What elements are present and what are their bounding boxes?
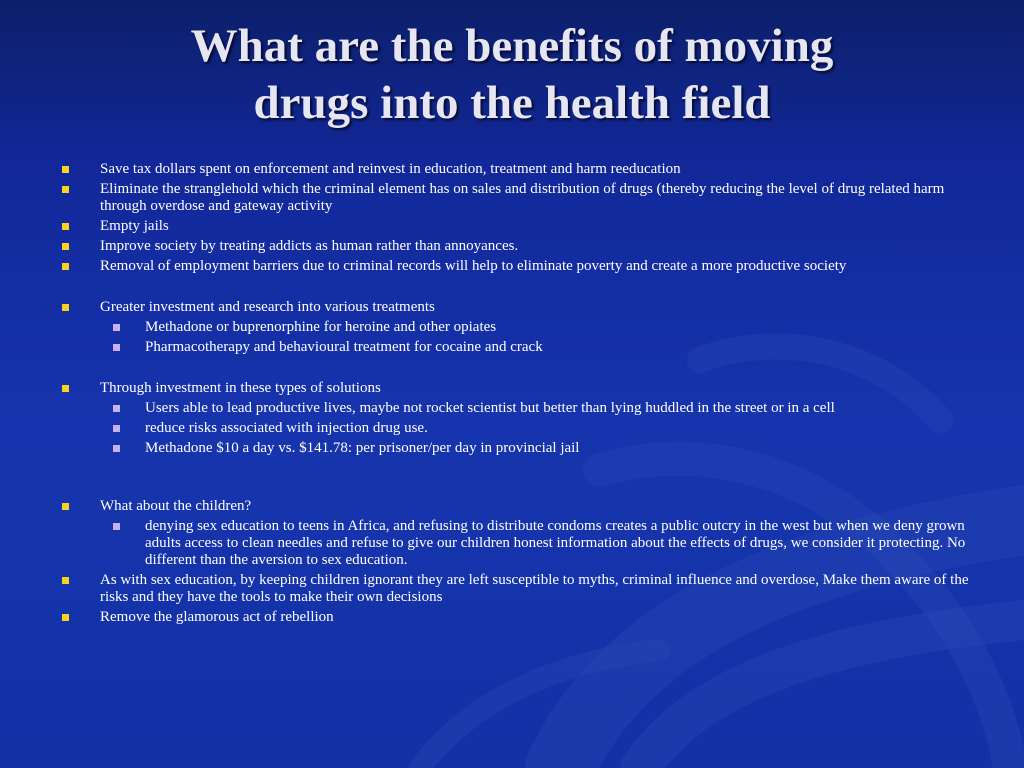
bullet-text: What about the children? <box>100 498 252 514</box>
bullet-text: Save tax dollars spent on enforcement and reinvest in education, treatment and harm reeducation <box>100 161 681 177</box>
sub-bullet-item <box>0 518 970 569</box>
bullet-item <box>0 181 970 215</box>
square-bullet-icon <box>62 243 69 250</box>
square-bullet-icon <box>62 503 69 510</box>
sub-bullet-text: Methadone or buprenorphine for heroine and other opiates <box>145 319 497 335</box>
bullet-item <box>0 218 970 235</box>
bullet-text: Empty jails <box>100 218 169 234</box>
square-bullet-icon <box>62 385 69 392</box>
square-bullet-icon <box>62 577 69 584</box>
sub-bullet-text: Methadone $10 a day vs. $141.78: per prisoner/per day in provincial jail <box>145 440 580 456</box>
bullet-item <box>0 609 970 626</box>
slide-title <box>0 18 1024 132</box>
square-sub-bullet-icon <box>113 344 120 351</box>
slide-title-line-1: What are the benefits of moving <box>190 20 834 72</box>
square-sub-bullet-icon <box>113 445 120 452</box>
square-sub-bullet-icon <box>113 523 120 530</box>
square-sub-bullet-icon <box>113 425 120 432</box>
square-sub-bullet-icon <box>113 324 120 331</box>
bullet-text: Removal of employment barriers due to criminal records will help to eliminate poverty and create a more productive society <box>100 258 847 274</box>
bullet-text: Eliminate the stranglehold which the criminal element has on sales and distribution of drugs (thereby reducing the level of drug related harm through overdose and gateway activity <box>100 181 945 214</box>
bullet-text: Through investment in these types of solutions <box>100 380 381 396</box>
sub-bullet-item <box>0 420 970 437</box>
sub-bullet-item <box>0 319 970 336</box>
bullet-item <box>0 498 970 515</box>
spacer <box>0 278 1024 299</box>
bullet-text: Greater investment and research into various treatments <box>100 299 435 315</box>
square-sub-bullet-icon <box>113 405 120 412</box>
spacer <box>0 359 1024 380</box>
bullet-text: Remove the glamorous act of rebellion <box>100 609 334 625</box>
slide-title-line-2: drugs into the health field <box>253 77 771 129</box>
bullet-list <box>0 161 1024 629</box>
sub-bullet-item <box>0 339 970 356</box>
sub-bullet-text: Pharmacotherapy and behavioural treatment for cocaine and crack <box>145 339 543 355</box>
square-bullet-icon <box>62 614 69 621</box>
bullet-item <box>0 238 970 255</box>
sub-bullet-item <box>0 440 970 457</box>
sub-bullet-text: reduce risks associated with injection drug use. <box>145 420 428 436</box>
square-bullet-icon <box>62 166 69 173</box>
square-bullet-icon <box>62 263 69 270</box>
sub-bullet-text: denying sex education to teens in Africa, and refusing to distribute condoms creates a public outcry in the west but when we deny grown adults access to clean needles and refuse to give our children honest information about the effects of drugs, we consider it protecting. No different than the aversion to sex education. <box>145 518 966 568</box>
bullet-item <box>0 161 970 178</box>
bullet-item <box>0 572 970 606</box>
spacer <box>0 460 1024 498</box>
square-bullet-icon <box>62 186 69 193</box>
sub-bullet-text: Users able to lead productive lives, maybe not rocket scientist but better than lying huddled in the street or in a cell <box>145 400 835 416</box>
bullet-item <box>0 258 970 275</box>
square-bullet-icon <box>62 223 69 230</box>
bullet-item <box>0 299 970 316</box>
bullet-text: Improve society by treating addicts as human rather than annoyances. <box>100 238 519 254</box>
square-bullet-icon <box>62 304 69 311</box>
bullet-text: As with sex education, by keeping children ignorant they are left susceptible to myths, criminal influence and overdose, Make them aware of the risks and they have the tools to make their own decisions <box>100 572 969 605</box>
bullet-item <box>0 380 970 397</box>
sub-bullet-item <box>0 400 970 417</box>
